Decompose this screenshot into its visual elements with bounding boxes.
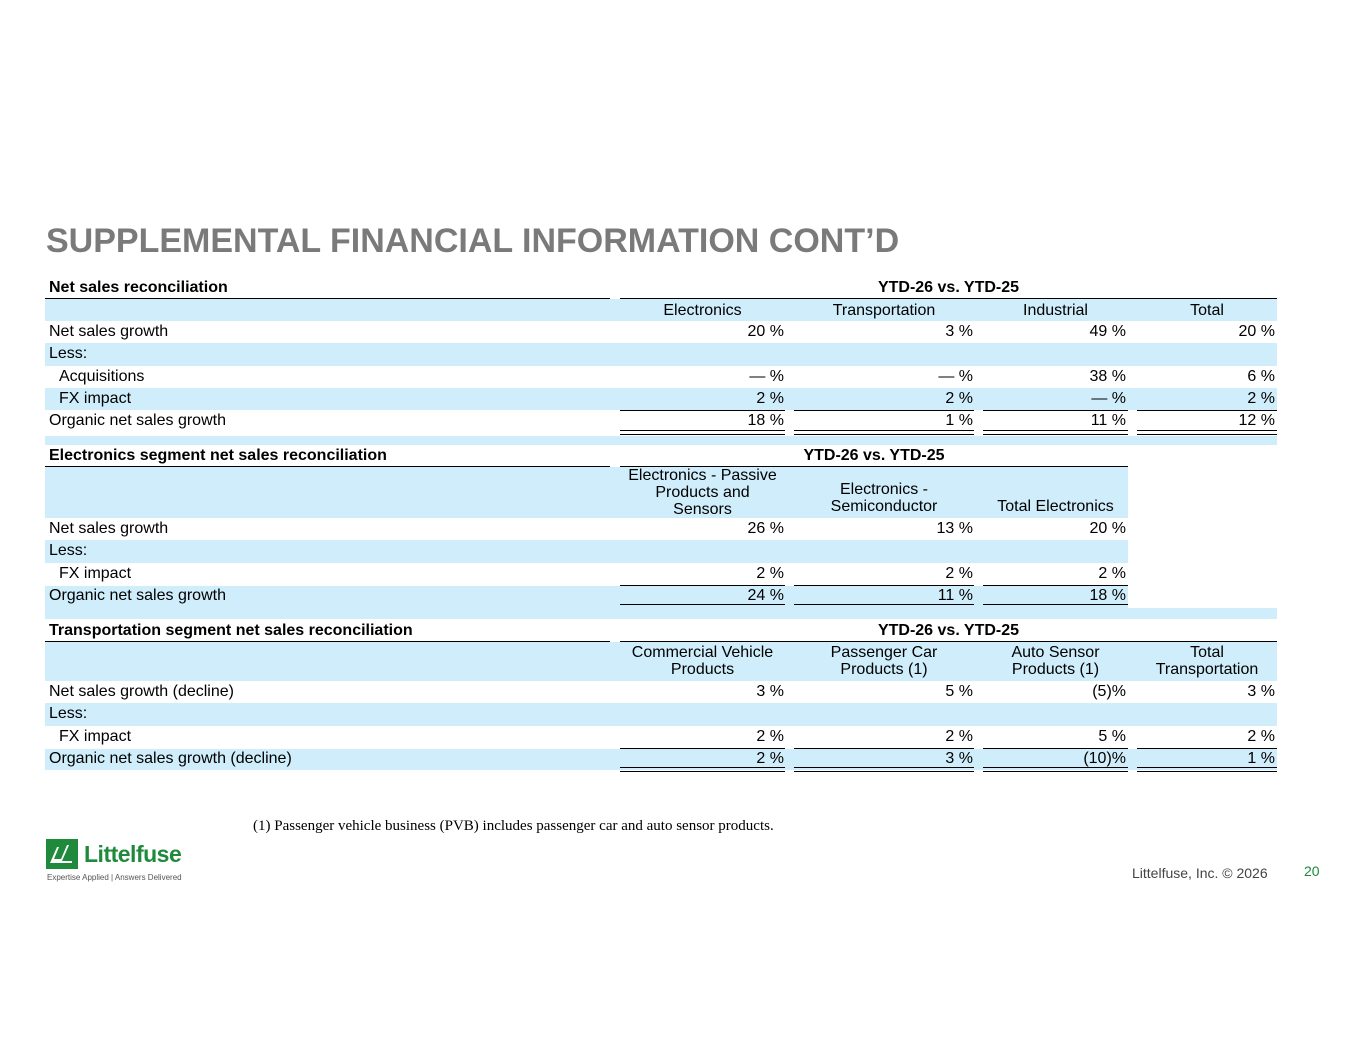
column-header-row <box>45 642 1277 681</box>
column-header <box>794 481 974 515</box>
cell: 5 % <box>1098 728 1126 745</box>
cell: 2 % <box>945 565 973 582</box>
cell: 26 % <box>747 520 784 537</box>
cell: 13 % <box>936 520 973 537</box>
cell: 3 % <box>945 323 973 340</box>
table-row <box>45 366 1277 388</box>
cell: 11 % <box>1090 412 1126 429</box>
cell: 24 % <box>747 587 784 604</box>
row-label: Organic net sales growth <box>49 587 226 604</box>
column-header-line: Total Electronics <box>997 498 1114 515</box>
table-header-row <box>45 445 1277 466</box>
cell: — % <box>938 368 973 385</box>
period-label: YTD-26 vs. YTD-25 <box>877 279 1020 296</box>
cell: 2 % <box>1247 728 1275 745</box>
column-header: Transportation <box>832 302 936 319</box>
double-rule <box>794 430 974 435</box>
column-header: Industrial <box>1023 302 1088 319</box>
table-header-row <box>45 277 1277 298</box>
table-row <box>45 411 1277 432</box>
cell: 20 % <box>1238 323 1275 340</box>
cell: 1 % <box>1247 750 1275 767</box>
cell: 38 % <box>1089 368 1126 385</box>
double-rule <box>620 767 785 772</box>
cell: 20 % <box>747 323 784 340</box>
cell: 49 % <box>1089 323 1126 340</box>
table-row <box>45 703 1277 726</box>
double-rule <box>983 767 1128 772</box>
cell: 5 % <box>945 683 973 700</box>
column-header-line: Sensors <box>673 501 732 518</box>
column-header-line: Products (1) <box>840 661 928 678</box>
column-header <box>620 644 785 678</box>
cell: 18 % <box>1089 587 1126 604</box>
table-header-row <box>45 620 1277 641</box>
column-header-line: Passenger Car <box>830 644 938 661</box>
row-label: Net sales growth <box>49 323 169 340</box>
table-row <box>45 343 1277 366</box>
table-row <box>45 681 1277 703</box>
column-header-line: Electronics - Passive <box>628 467 777 484</box>
footnote: (1) Passenger vehicle business (PVB) includes passenger car and auto sensor products. <box>253 818 774 834</box>
cell: — % <box>1091 390 1126 407</box>
cell: 2 % <box>1247 390 1275 407</box>
period-label: YTD-26 vs. YTD-25 <box>877 622 1020 639</box>
column-header <box>983 644 1128 678</box>
column-header-line: Auto Sensor <box>1011 644 1100 661</box>
cell: 2 % <box>945 390 973 407</box>
column-header-line: Products <box>670 661 735 678</box>
row-label: Less: <box>49 345 88 362</box>
cell: (5)% <box>1092 683 1126 700</box>
row-label: FX impact <box>59 728 132 745</box>
cell: 3 % <box>945 750 973 767</box>
spacer-band <box>45 608 1277 619</box>
row-label: Organic net sales growth (decline) <box>49 750 292 767</box>
column-header-line: Commercial Vehicle <box>631 644 774 661</box>
cell: — % <box>749 368 784 385</box>
column-header-line: Total <box>1190 644 1224 661</box>
row-label: Net sales growth <box>49 520 169 537</box>
cell: 20 % <box>1089 520 1126 537</box>
page-number: 20 <box>1304 863 1320 879</box>
column-header <box>983 498 1128 515</box>
cell: 3 % <box>1247 683 1275 700</box>
row-label: Acquisitions <box>59 368 145 385</box>
column-header-row <box>45 299 1277 321</box>
cell: 2 % <box>756 750 784 767</box>
cell: 12 % <box>1238 412 1275 429</box>
table-row <box>45 321 1277 343</box>
page-title: SUPPLEMENTAL FINANCIAL INFORMATION CONT’D <box>46 222 900 260</box>
row-label: Organic net sales growth <box>49 412 226 429</box>
table-row <box>45 540 1128 563</box>
table-title: Transportation segment net sales reconciliation <box>49 622 413 639</box>
column-header-row <box>45 467 1128 518</box>
column-header-line: Products (1) <box>1011 661 1100 678</box>
row-label: FX impact <box>59 565 132 582</box>
column-header <box>1137 644 1277 678</box>
cell: 11 % <box>937 587 973 604</box>
cell: 2 % <box>756 565 784 582</box>
column-header-line: Electronics - <box>839 481 929 498</box>
row-label: FX impact <box>59 390 132 407</box>
logo-tagline: Expertise Applied | Answers Delivered <box>47 873 182 882</box>
table-title: Net sales reconciliation <box>49 279 228 296</box>
double-rule <box>620 430 785 435</box>
table-row <box>45 726 1277 748</box>
spacer-band <box>45 436 1277 445</box>
double-rule <box>1137 767 1277 772</box>
column-header-line: Transportation <box>1155 661 1259 678</box>
double-rule <box>1137 430 1277 435</box>
column-header-line: Products and <box>655 484 750 501</box>
double-rule <box>794 767 974 772</box>
cell: 2 % <box>756 728 784 745</box>
copyright: Littelfuse, Inc. © 2026 <box>1132 865 1268 881</box>
cell: 18 % <box>747 412 784 429</box>
row-label: Net sales growth (decline) <box>49 683 234 700</box>
cell: 2 % <box>756 390 784 407</box>
logo-wordmark: Littelfuse <box>84 841 182 867</box>
row-label: Less: <box>49 705 88 722</box>
column-header <box>794 644 974 678</box>
littelfuse-mark-icon <box>46 839 78 869</box>
double-rule <box>983 430 1128 435</box>
table-row <box>45 388 1277 410</box>
period-label: YTD-26 vs. YTD-25 <box>803 447 945 464</box>
column-header: Electronics <box>663 302 742 319</box>
table-title: Electronics segment net sales reconciliation <box>49 447 387 464</box>
table-row <box>45 563 1128 585</box>
row-label: Less: <box>49 542 88 559</box>
cell: 3 % <box>756 683 784 700</box>
company-logo <box>46 839 182 882</box>
cell: 1 % <box>945 412 973 429</box>
table-row <box>45 518 1128 540</box>
cell: (10)% <box>1083 750 1126 767</box>
column-header <box>620 467 785 518</box>
column-header-line: Semiconductor <box>830 498 938 515</box>
cell: 2 % <box>945 728 973 745</box>
cell: 2 % <box>1098 565 1126 582</box>
column-header: Total <box>1190 302 1224 319</box>
cell: 6 % <box>1247 368 1275 385</box>
